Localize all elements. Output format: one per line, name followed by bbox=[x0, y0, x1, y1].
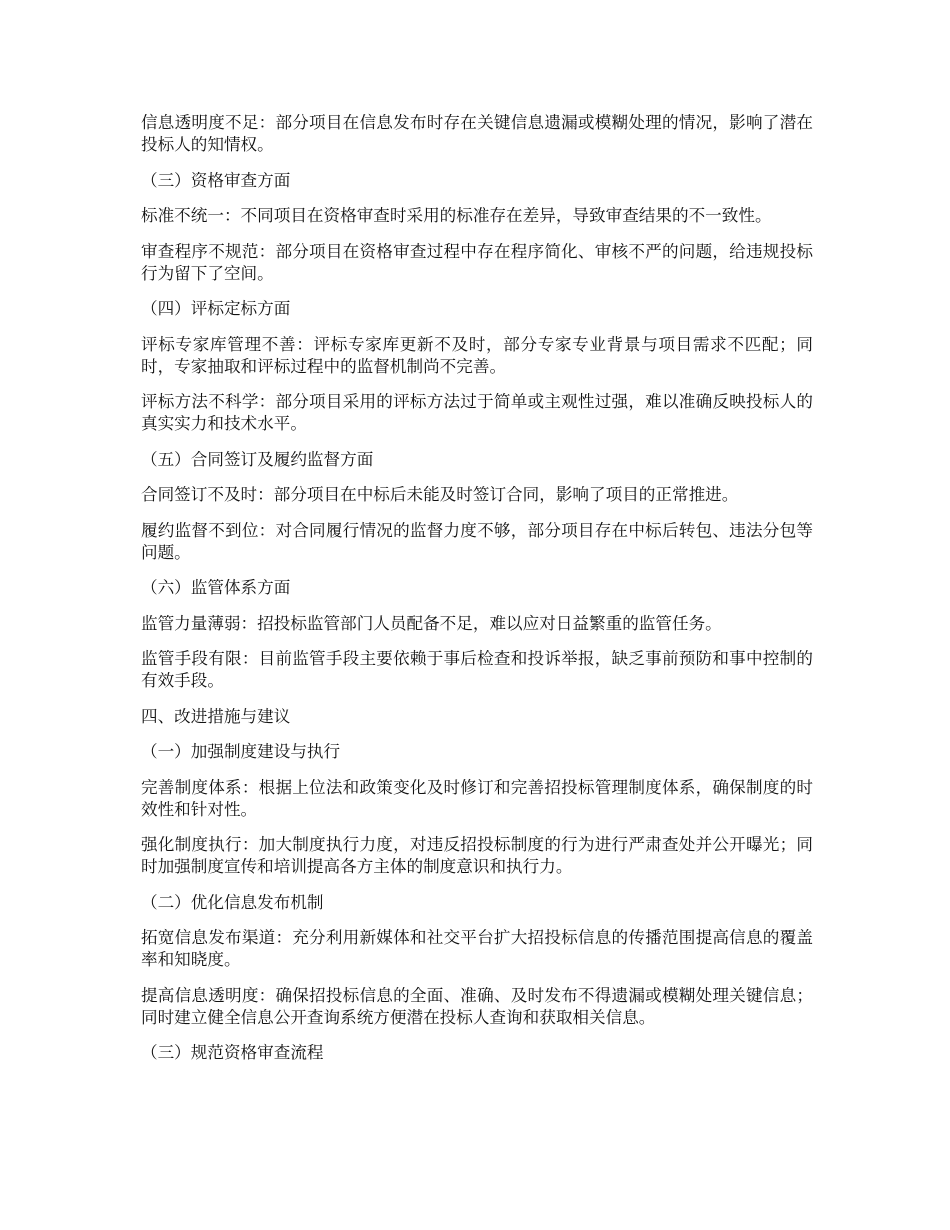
paragraph: 标准不统一：不同项目在资格审查时采用的标准存在差异，导致审查结果的不一致性。 bbox=[141, 206, 772, 225]
chapter-heading: 四、改进措施与建议 bbox=[141, 706, 291, 726]
document-body bbox=[141, 112, 813, 1078]
paragraph: 评标方法不科学：部分项目采用的评标方法过于简单或主观性过强，难以准确反映投标人的真实实力和技术水平。 bbox=[141, 392, 813, 433]
section-heading: （一）加强制度建设与执行 bbox=[141, 742, 341, 761]
section-heading: （五）合同签订及履约监督方面 bbox=[141, 449, 374, 469]
paragraph: 审查程序不规范：部分项目在资格审查过程中存在程序简化、审核不严的问题，给违规投标行为留下了空间。 bbox=[141, 241, 813, 283]
paragraph: 合同签订不及时：部分项目在中标后未能及时签订合同，影响了项目的正常推进。 bbox=[141, 485, 739, 504]
section-heading: （六）监管体系方面 bbox=[141, 578, 291, 597]
paragraph: 信息透明度不足：部分项目在信息发布时存在关键信息遗漏或模糊处理的情况，影响了潜在投标人的知情权。 bbox=[141, 113, 813, 154]
section-heading: （三）规范资格审查流程 bbox=[141, 1043, 324, 1062]
section-heading: （四）评标定标方面 bbox=[141, 299, 291, 318]
paragraph: 完善制度体系：根据上位法和政策变化及时修订和完善招投标管理制度体系，确保制度的时效性和针对性。 bbox=[141, 777, 813, 819]
paragraph: 监管力量薄弱：招投标监管部门人员配备不足，难以应对日益繁重的监管任务。 bbox=[141, 613, 722, 633]
paragraph: 提高信息透明度：确保招投标信息的全面、准确、及时发布不得遗漏或模糊处理关键信息；同时建立健全信息公开查询系统方便潜在投标人查询和获取相关信息。 bbox=[141, 985, 813, 1027]
paragraph: 拓宽信息发布渠道：充分利用新媒体和社交平台扩大招投标信息的传播范围提高信息的覆盖率和知晓度。 bbox=[141, 928, 813, 969]
paragraph: 强化制度执行：加大制度执行力度，对违反招投标制度的行为进行严肃查处并公开曝光；同时加强制度宣传和培训提高各方主体的制度意识和执行力。 bbox=[141, 835, 813, 876]
paragraph: 评标专家库管理不善：评标专家库更新不及时，部分专家专业背景与项目需求不匹配；同时，专家抽取和评标过程中的监督机制尚不完善。 bbox=[141, 334, 813, 376]
paragraph: 履约监督不到位：对合同履行情况的监督力度不够，部分项目存在中标后转包、违法分包等问题。 bbox=[141, 520, 813, 562]
paragraph: 监管手段有限：目前监管手段主要依赖于事后检查和投诉举报，缺乏事前预防和事中控制的有效手段。 bbox=[141, 649, 813, 690]
section-heading: （三）资格审查方面 bbox=[141, 170, 291, 190]
section-heading: （二）优化信息发布机制 bbox=[141, 892, 324, 912]
